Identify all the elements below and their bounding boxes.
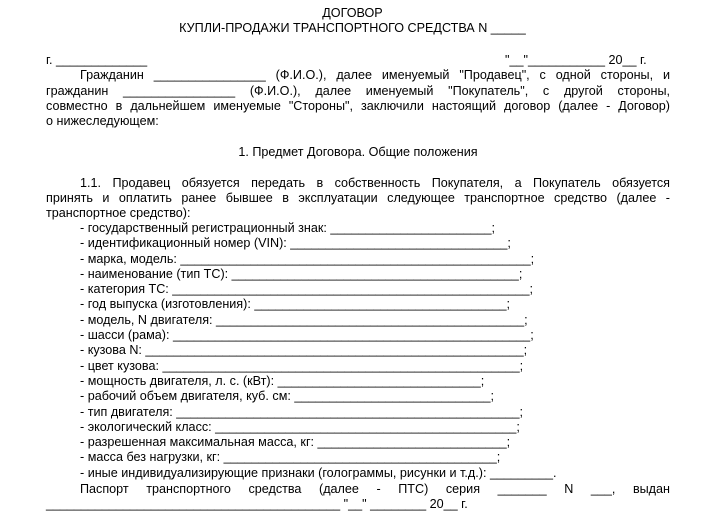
field-body-color: - цвет кузова: ___________________________________________________; [80,359,524,373]
field-other-features: - иные индивидуализирующие признаки (голограммы, рисунки и т.д.): _________. [80,466,557,480]
clause-1-1-line-2: принять и оплатить ранее бывшее в эксплуатации следующее транспортное средство (далее - [46,191,670,205]
field-make-model: - марка, модель: __________________________________________________; [80,252,535,266]
preamble-line-1: Гражданин ________________ (Ф.И.О.), далее именуемый "Продавец", с одной стороны, и [80,68,670,82]
field-max-mass: - разрешенная максимальная масса, кг: ___________________________; [80,435,511,449]
clause-1-1-line-1: 1.1. Продавец обязуется передать в собственность Покупателя, а Покупатель обязуется [80,176,670,190]
field-engine-power: - мощность двигателя, л. с. (кВт): _____________________________; [80,374,485,388]
city-field: г. _____________ [46,53,148,67]
field-engine-volume: - рабочий объем двигателя, куб. см: ____________________________; [80,389,494,403]
field-registration-plate: - государственный регистрационный знак: _______________________; [80,221,495,235]
passport-line-2: __________________________________________ "__" ________ 20__ г. [46,497,468,511]
field-engine-type: - тип двигателя: _________________________________________________; [80,405,524,419]
field-body-number: - кузова N: ______________________________________________________; [80,343,528,357]
field-vehicle-type: - наименование (тип ТС): _________________________________________; [80,267,523,281]
date-field: "__"___________ 20__ г. [505,53,647,67]
field-vin: - идентификационный номер (VIN): _______________________________; [80,236,511,250]
contract-title: ДОГОВОР [322,6,383,20]
field-category: - категория ТС: ___________________________________________________; [80,282,534,296]
preamble-line-2: гражданин ________________ (Ф.И.О.), далее именуемый "Покупатель", с другой стороны, [46,84,670,98]
clause-1-1-line-3: транспортное средство): [46,206,191,220]
preamble-line-4: о нижеследующем: [46,114,159,128]
preamble-line-3: совместно в дальнейшем именуемые "Стороны", заключили настоящий договор (далее - Договор) [46,99,670,113]
field-year: - год выпуска (изготовления): ____________________________________; [80,297,510,311]
contract-subtitle: КУПЛИ-ПРОДАЖИ ТРАНСПОРТНОГО СРЕДСТВА N _____ [179,21,526,35]
passport-line-1: Паспорт транспортного средства (далее - ПТС) серия _______ N ___, выдан [80,482,670,496]
field-eco-class: - экологический класс: ___________________________________________; [80,420,520,434]
field-curb-mass: - масса без нагрузки, кг: _______________________________________; [80,450,501,464]
field-engine-model: - модель, N двигателя: ____________________________________________; [80,313,528,327]
section-1-title: 1. Предмет Договора. Общие положения [238,145,478,159]
field-chassis: - шасси (рама): ___________________________________________________; [80,328,534,342]
